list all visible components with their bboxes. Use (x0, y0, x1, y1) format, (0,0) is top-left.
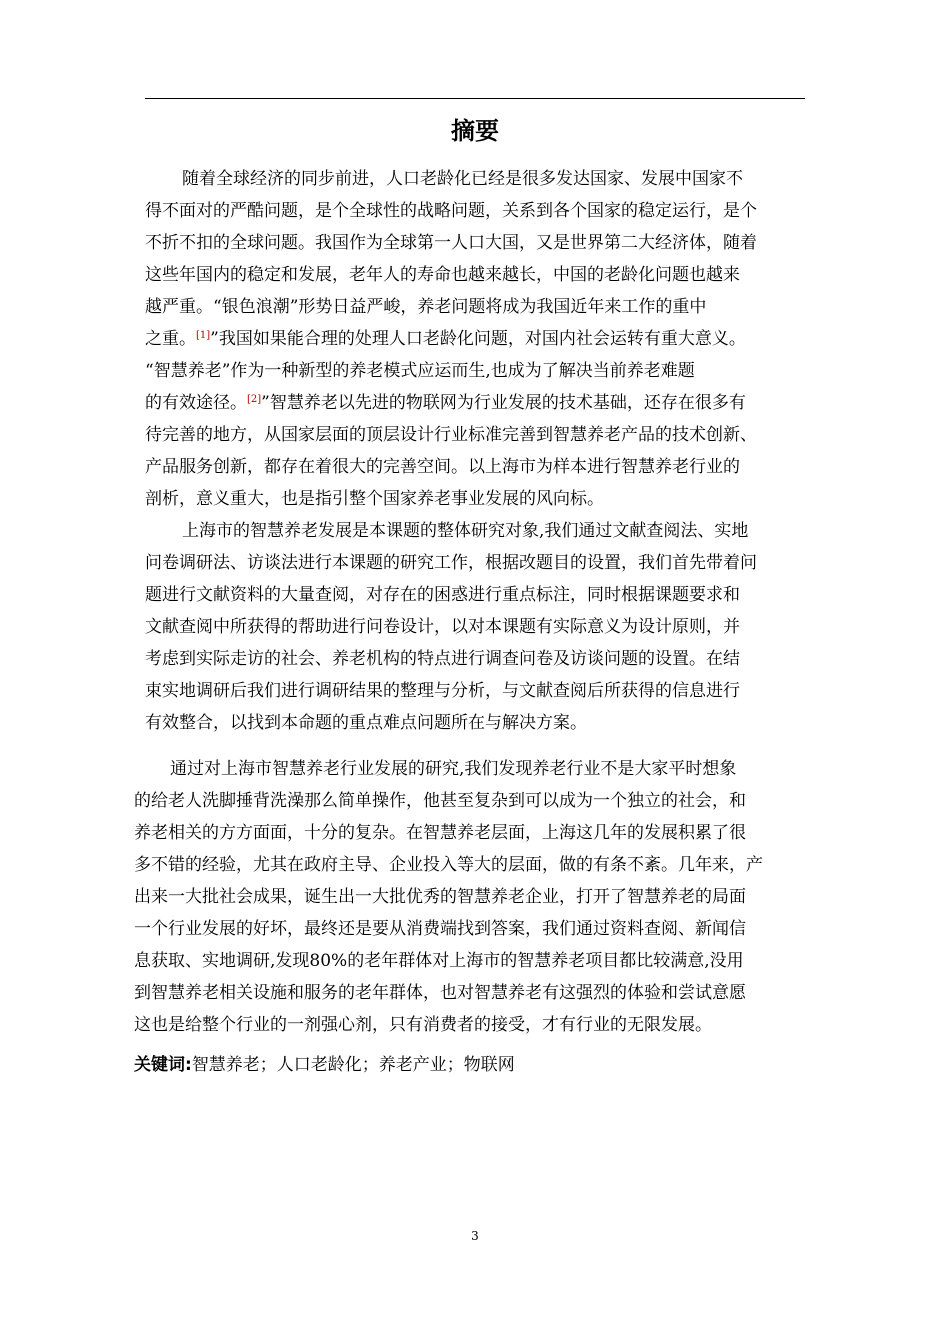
page-number: 3 (471, 1229, 479, 1243)
paragraph-1-line-6 (145, 323, 746, 355)
paragraph-3-line-9: 这也是给整个行业的一剂强心剂，只有消费者的接受，才有行业的无限发展。 (134, 1015, 712, 1035)
citation-ref-2[interactable]: [2] (247, 394, 262, 405)
header-rule (145, 98, 805, 99)
paragraph-1-line-2: 得不面对的严酷问题，是个全球性的战略问题，关系到各个国家的稳定运行，是个 (145, 201, 757, 221)
paragraph-2-line-4: 文献查阅中所获得的帮助进行问卷设计，以对本课题有实际意义为设计原则，并 (145, 617, 740, 637)
paragraph-3-line-5: 出来一大批社会成果，诞生出一大批优秀的智慧养老企业，打开了智慧养老的局面 (134, 887, 746, 907)
paragraph-3-line-7: 息获取、实地调研,发现80%的老年群体对上海市的智慧养老项目都比较满意,没用 (134, 951, 744, 971)
paragraph-2-line-2: 问卷调研法、访谈法进行本课题的研究工作，根据改题目的设置，我们首先带着问 (145, 553, 757, 573)
keywords-line (134, 1049, 515, 1081)
paragraph-3-line-8: 到智慧养老相关设施和服务的老年群体，也对智慧养老有这强烈的体验和尝试意愿 (134, 983, 746, 1003)
paragraph-1-line-1: 随着全球经济的同步前进，人口老龄化已经是很多发达国家、发展中国家不 (182, 169, 743, 189)
paragraph-1-line-5: 越严重。“银色浪潮”形势日益严峻，养老问题将成为我国近年来工作的重中 (145, 297, 707, 317)
paragraph-2-line-1: 上海市的智慧养老发展是本课题的整体研究对象,我们通过文献查阅法、实地 (182, 521, 749, 541)
citation-ref-1[interactable]: [1] (196, 330, 211, 341)
paragraph-1-line-3: 不折不扣的全球问题。我国作为全球第一人口大国，又是世界第二大经济体，随着 (145, 233, 757, 253)
paragraph-1-line-9: 待完善的地方，从国家层面的顶层设计行业标准完善到智慧养老产品的技术创新、 (145, 425, 757, 445)
paragraph-3-line-6: 一个行业发展的好坏，最终还是要从消费端找到答案，我们通过资料查阅、新闻信 (134, 919, 746, 939)
paragraph-3-line-4: 多不错的经验，尤其在政府主导、企业投入等大的层面，做的有条不紊。几年来，产 (134, 855, 763, 875)
line-8-text-b: ”智慧养老以先进的物联网为行业发展的技术基础，还存在很多有 (261, 393, 746, 413)
keywords-label: 关键词: (134, 1055, 192, 1075)
paragraph-1-line-11: 剖析，意义重大，也是指引整个国家养老事业发展的风向标。 (145, 489, 604, 509)
line-6-text-a: 之重。 (145, 329, 196, 349)
line-6-text-b: ”我国如果能合理的处理人口老龄化问题，对国内社会运转有重大意义。 (210, 329, 746, 349)
paragraph-3-line-3: 养老相关的方方面面，十分的复杂。在智慧养老层面，上海这几年的发展积累了很 (134, 823, 746, 843)
paragraph-1-line-8 (145, 387, 746, 419)
paragraph-2-line-5: 考虑到实际走访的社会、养老机构的特点进行调查问卷及访谈问题的设置。在结 (145, 649, 740, 669)
paragraph-1-line-10: 产品服务创新，都存在着很大的完善空间。以上海市为样本进行智慧养老行业的 (145, 457, 740, 477)
paragraph-2-line-7: 有效整合，以找到本命题的重点难点问题所在与解决方案。 (145, 713, 587, 733)
paragraph-1-line-7: “智慧养老”作为一种新型的养老模式应运而生,也成为了解决当前养老难题 (145, 361, 695, 381)
paragraph-3-line-1: 通过对上海市智慧养老行业发展的研究,我们发现养老行业不是大家平时想象 (170, 759, 737, 779)
paragraph-2-line-6: 束实地调研后我们进行调研结果的整理与分析，与文献查阅后所获得的信息进行 (145, 681, 740, 701)
paragraph-2-line-3: 题进行文献资料的大量查阅，对存在的困惑进行重点标注，同时根据课题要求和 (145, 585, 740, 605)
paragraph-3-line-2: 的给老人洗脚捶背洗澡那么简单操作，他甚至复杂到可以成为一个独立的社会，和 (134, 791, 746, 811)
abstract-title: 摘要 (451, 117, 499, 145)
keywords-text: 智慧养老；人口老龄化；养老产业；物联网 (191, 1055, 515, 1075)
paragraph-1-line-4: 这些年国内的稳定和发展，老年人的寿命也越来越长，中国的老龄化问题也越来 (145, 265, 740, 285)
line-8-text-a: 的有效途径。 (145, 393, 247, 413)
